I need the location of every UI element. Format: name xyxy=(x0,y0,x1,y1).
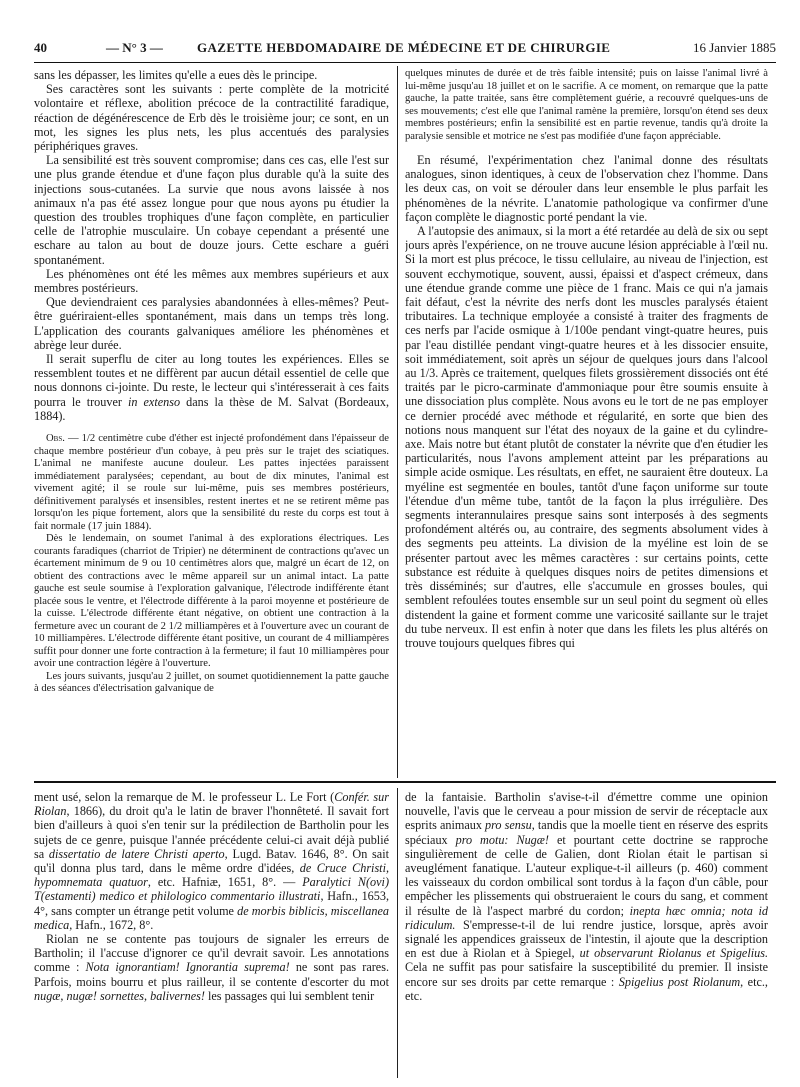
lower-left-column xyxy=(34,790,389,1080)
page-number: 40 xyxy=(34,40,47,55)
text-run: , 1866), du droit qu'a le latin de braver l'honnêteté. Il savait fort bien d'ailleurs à quoi s'en tenir sur la prédilection de Bartholin pour les sujets de ce genre, puisque l'année précédente celui-ci avait déjà publié sa xyxy=(34,804,389,861)
italic-run: pro sensu xyxy=(485,818,532,833)
paragraph xyxy=(34,932,389,1003)
upper-right-column xyxy=(405,68,768,778)
observation-block xyxy=(34,433,389,696)
italic-run: Confér. sur Riolan xyxy=(34,790,389,819)
text-run: les passages qui lui semblent tenir xyxy=(204,988,375,1003)
paragraph: En résumé, l'expérimentation chez l'animal donne des résultats analogues, sinon identiques, à ceux de l'observation chez l'homme. Dans les deux cas, on voit se dérouler dans leur ensemble le plus parfait les phénomènes de la névrite. L'anatomie pathologique va confirmer d'une façon complète le diagnostic porté pendant la vie. xyxy=(405,153,768,224)
text-run: — 1/2 centimètre cube d'éther est injecté profondément dans l'épaisseur de chaque membre postérieur d'un cobaye, à peu près sur le trajet des sciatiques. L'animal ne manifeste aucune douleur. Les pattes injectées paraissent immédiatement paralysées; cependant, au bout de dix minutes, l'animal est vivement agité; il se roule sur lui-même, puis ses membres postérieurs, définitivement paralysés et insensibles, restent inertes et ne se retirent même pas lorsqu'on les pique fortement, alors que la sensibilité du reste du corps est tout à fait normale (17 juin 1884). xyxy=(34,433,389,532)
text-run: Il serait superflu de citer au long toutes les expériences. Elles se ressemblent toutes et ne diffèrent par aucun détail essentiel de celle que nous donnons ci-jointe. Du reste, le lecteur qui s'intéresserait à ces faits pourra le trouver xyxy=(34,352,389,409)
italic-run: de morbis biblicis, miscellanea medica xyxy=(34,903,389,932)
text-run: , etc., etc. xyxy=(405,974,768,1003)
text-run: , Hafn., 1653, 4°, sans compter un étrange petit volume xyxy=(34,889,389,918)
paragraph: Ses caractères sont les suivants : perte complète de la motricité volontaire et réflexe, abolition précoce de la contractilité faradique, réaction de dégénérescence de Erb dès le troisième jour; ce sont, en un mot, les signes les plus nets, les plus accentués des paralysies périphériques graves. xyxy=(34,82,389,154)
observation-paragraph: quelques minutes de durée et de très faible intensité; puis on laisse l'animal livré à lui-même jusqu'au 18 juillet et on le sacrifie. A ce moment, on remarque que la patte gauche, la patte traitée, sans être complètement guérie, a recouvré quelques-uns de ses mouvements; c'est elle que l'animal ramène la première, lorsqu'on étend ses deux membres postérieurs; enfin la sensibilité est en partie revenue, tandis qu'à droite la paralysie sensible et motrice ne s'est pas modifiée d'une façon appréciable. xyxy=(405,68,768,142)
text-run: ne sont pas rares. Parfois, moins bourru et plus railleur, il se contente d'escorter du mot xyxy=(34,960,389,989)
upper-left-column xyxy=(34,68,389,778)
paragraph xyxy=(405,790,768,1003)
italic-run: ut observarunt Riolanus et Spigelius. xyxy=(579,946,768,961)
issue-date: 16 Janvier 1885 xyxy=(692,40,776,55)
text-run: de la fantaisie. Bartholin s'avise-t-il d'émettre comme une opinion nouvelle, l'avis que le cerveau a pour mission de servir de réceptacle aux esprits animaux xyxy=(405,790,768,833)
lower-column-divider xyxy=(397,788,398,1078)
italic-run: pro motu: Nugæ! xyxy=(455,832,549,847)
observation-paragraph xyxy=(34,433,389,533)
italic-run: Paralytici N(ovi) T(estamenti) medico et philologico commentario illustrati xyxy=(34,875,389,904)
text-run: , Lugd. Batav. 1646, 8°. On sait qu'il donna plus tard, dans le même ordre d'idées, xyxy=(34,846,389,876)
text-run: Cela ne suffit pas pour satisfaire la susceptibilité du premier. Il insiste encore sur ses droits par cette remarque : xyxy=(405,960,768,989)
italic-run: Spigelius post Riolanum xyxy=(618,974,741,989)
obs-label: Obs. xyxy=(46,433,65,445)
upper-column-divider xyxy=(397,66,398,778)
paragraph: A l'autopsie des animaux, si la mort a été retardée au delà de six ou sept jours après l'expérience, on ne trouve aucune lésion appréciable à l'œil nu. Si la mort est plus précoce, le tissu cellulaire, au niveau de l'injection, est souvent ecchymotique, souvent, aussi, épaissi et d'aspect crémeux, dans une étendue grande comme une pièce de 1 franc. Mais ce qui n'a jamais fait défaut, c'est la névrite des nerfs dont les muscles paralysés étaient tributaires. La technique employée a consisté à traiter des fragments de ces nerfs par l'acide osmique à 1/100e pendant vingt-quatre heures, puis par l'eau distillée pendant vingt-quatre heures et à les dissocier ensuite, soit immédiatement, soit après un séjour de quelques jours dans l'alcool au 1/3. Après ce traitement, quelques filets grossièrement dissociés ont été traités par le picro-carminate d'ammoniaque pour être soumis ensuite à une dissociation plus complète. Nous avons eu le tort de ne pas employer ce dernier procédé avec méthode et régularité, en sorte que bien des notions nous manquent sur l'état des noyaux de la gaine et du cylindre-axe. Mais notre but étant plutôt de constater la névrite que d'en étudier les particularités, nous l'avons amplement atteint par les préparations au simple acide osmique. Les résultats, en effet, ne sauraient être douteux. La myéline est segmentée en boules, tantôt d'une façon uniforme sur toute l'étendue d'un même tube, tantôt de la façon la plus irrégulière. Des segments interannulaires presque sains sont interposés à des segments profondément altérés ou, au contraire, des segments absolument vides à des segments peu atteints. La division de la myéline est loin de se présenter partout avec les mêmes caractères : sur certains points, cette substance est réduite à quelques disques noirs de petites dimensions et très disséminés; sur d'autres, elle s'accumule en grosses boules, qui semblent refoulées toutes ensemble sur un seul point du segment où elles distendent la gaine et forment comme une varicosité saillante sur le trajet du tube nerveux. Il est enfin à noter que dans les filets les plus altérés on trouve toujours quelques fibres qui xyxy=(405,224,768,650)
observation-paragraph: Dès le lendemain, on soumet l'animal à des explorations électriques. Les courants faradiques (charriot de Tripier) ne déterminent de contractions qu'avec un écartement minimum de 9 ou 10 centimètres alors que, malgré un écart de 12, on obtient des contractions avec le même appareil sur un animal intact. La patte gauche est seule soumise à l'exploration galvanique, l'électrode indifférente étant placée sous le ventre, et l'électrode différente à la paroi moyenne et postérieure de la cuisse. L'électrode différente étant négative, on obtient une contraction à la fermeture avec un courant de 2 1/2 milliampères et à l'ouverture avec un courant de 10 milliampères. L'électrode différente étant positive, un courant de 4 milliampères suffit pour donner une forte contraction à la fermeture; il faut 10 milliampères pour avoir une contraction légère à l'ouverture. xyxy=(34,533,389,670)
text-run: , Hafn., 1672, 8°. xyxy=(69,917,154,932)
journal-title: GAZETTE HEBDOMADAIRE DE MÉDECINE ET DE CHIRURGIE xyxy=(197,40,611,55)
text-run: Riolan ne se contente pas toujours de signaler les erreurs de Bartholin; il l'accuse d'ignorer ce qu'il devrait savoir. Les annotations comme : xyxy=(34,932,389,975)
paragraph xyxy=(34,352,389,423)
italic-run: in extenso xyxy=(127,394,181,409)
header-rule xyxy=(34,62,776,63)
italic-run: inepta hæc omnia; nota id ridiculum. xyxy=(405,903,768,932)
text-run: , etc. Hafniæ, 1651, 8°. — xyxy=(147,875,303,890)
issue-number: — N° 3 — xyxy=(106,40,163,55)
paragraph xyxy=(34,790,389,932)
text-run: dans la thèse de M. Salvat (Bordeaux, 1884). xyxy=(34,394,389,423)
paragraph: Que deviendraient ces paralysies abandonnées à elles-mêmes? Peut-être guériraient-elles spontanément, mais dans un temps très long. L'application des courants galvaniques améliore les phénomènes et abrège leur durée. xyxy=(34,295,389,352)
italic-run: nugæ, nugæ! sornettes, balivernes! xyxy=(34,988,205,1003)
paragraph: Les phénomènes ont été les mêmes aux membres supérieurs et aux membres postérieurs. xyxy=(34,266,389,296)
paragraph: La sensibilité est très souvent compromise; dans ces cas, elle l'est sur une plus grande étendue et d'une façon plus durable qu'à la suite des injections sous-cutanées. La survie que nous avons laissée à nos animaux n'a pas été assez longue pour que nous ayons pu étudier la question des troubles trophiques d'une façon complète, en particulier celle de l'atrophie musculaire. Un cobaye cependant a présenté une eschare au talon au bout de douze jours. Cette eschare a guéri spontanément. xyxy=(34,153,389,267)
italic-run: de Cruce Christi, hypomnemata quatuor xyxy=(34,861,389,890)
paragraph: sans les dépasser, les limites qu'elle a eues dès le principe. xyxy=(34,68,318,82)
text-run: S'empresse-t-il de lui rendre justice, lorsque, après avoir signalé les appendices graisseux de l'intestin, il ajoute que la description en est due à Riolan et à Spiegel, xyxy=(405,917,768,961)
observation-paragraph: Les jours suivants, jusqu'au 2 juillet, on soumet quotidiennement la patte gauche à des séances d'électrisation galvanique de xyxy=(34,670,389,695)
italic-run: dissertatio de latere Christi aperto xyxy=(48,846,225,861)
page-header xyxy=(34,40,776,58)
feuilleton-rule xyxy=(34,781,776,783)
italic-run: Nota ignorantiam! Ignorantia suprema! xyxy=(85,960,290,975)
lower-right-column xyxy=(405,790,768,1080)
text-run: , tandis que la moelle tient en réserve des esprits spéciaux xyxy=(405,818,768,847)
text-run: et pourtant cette doctrine se rapproche singulièrement de celle de Galien, dont Riolan était le partisan si aveuglément fanatique. L'auteur explique-t-il ailleurs (p. 460) comment les vaisseaux du cordon ombilical sont tordus à la façon d'un câble, pour empêcher les plissements qui obstrueraient le cours du sang, et comment il résulte de là l'aspect marbré du cordon; xyxy=(405,832,768,918)
text-run: ment usé, selon la remarque de M. le professeur L. Le Fort ( xyxy=(34,790,335,804)
